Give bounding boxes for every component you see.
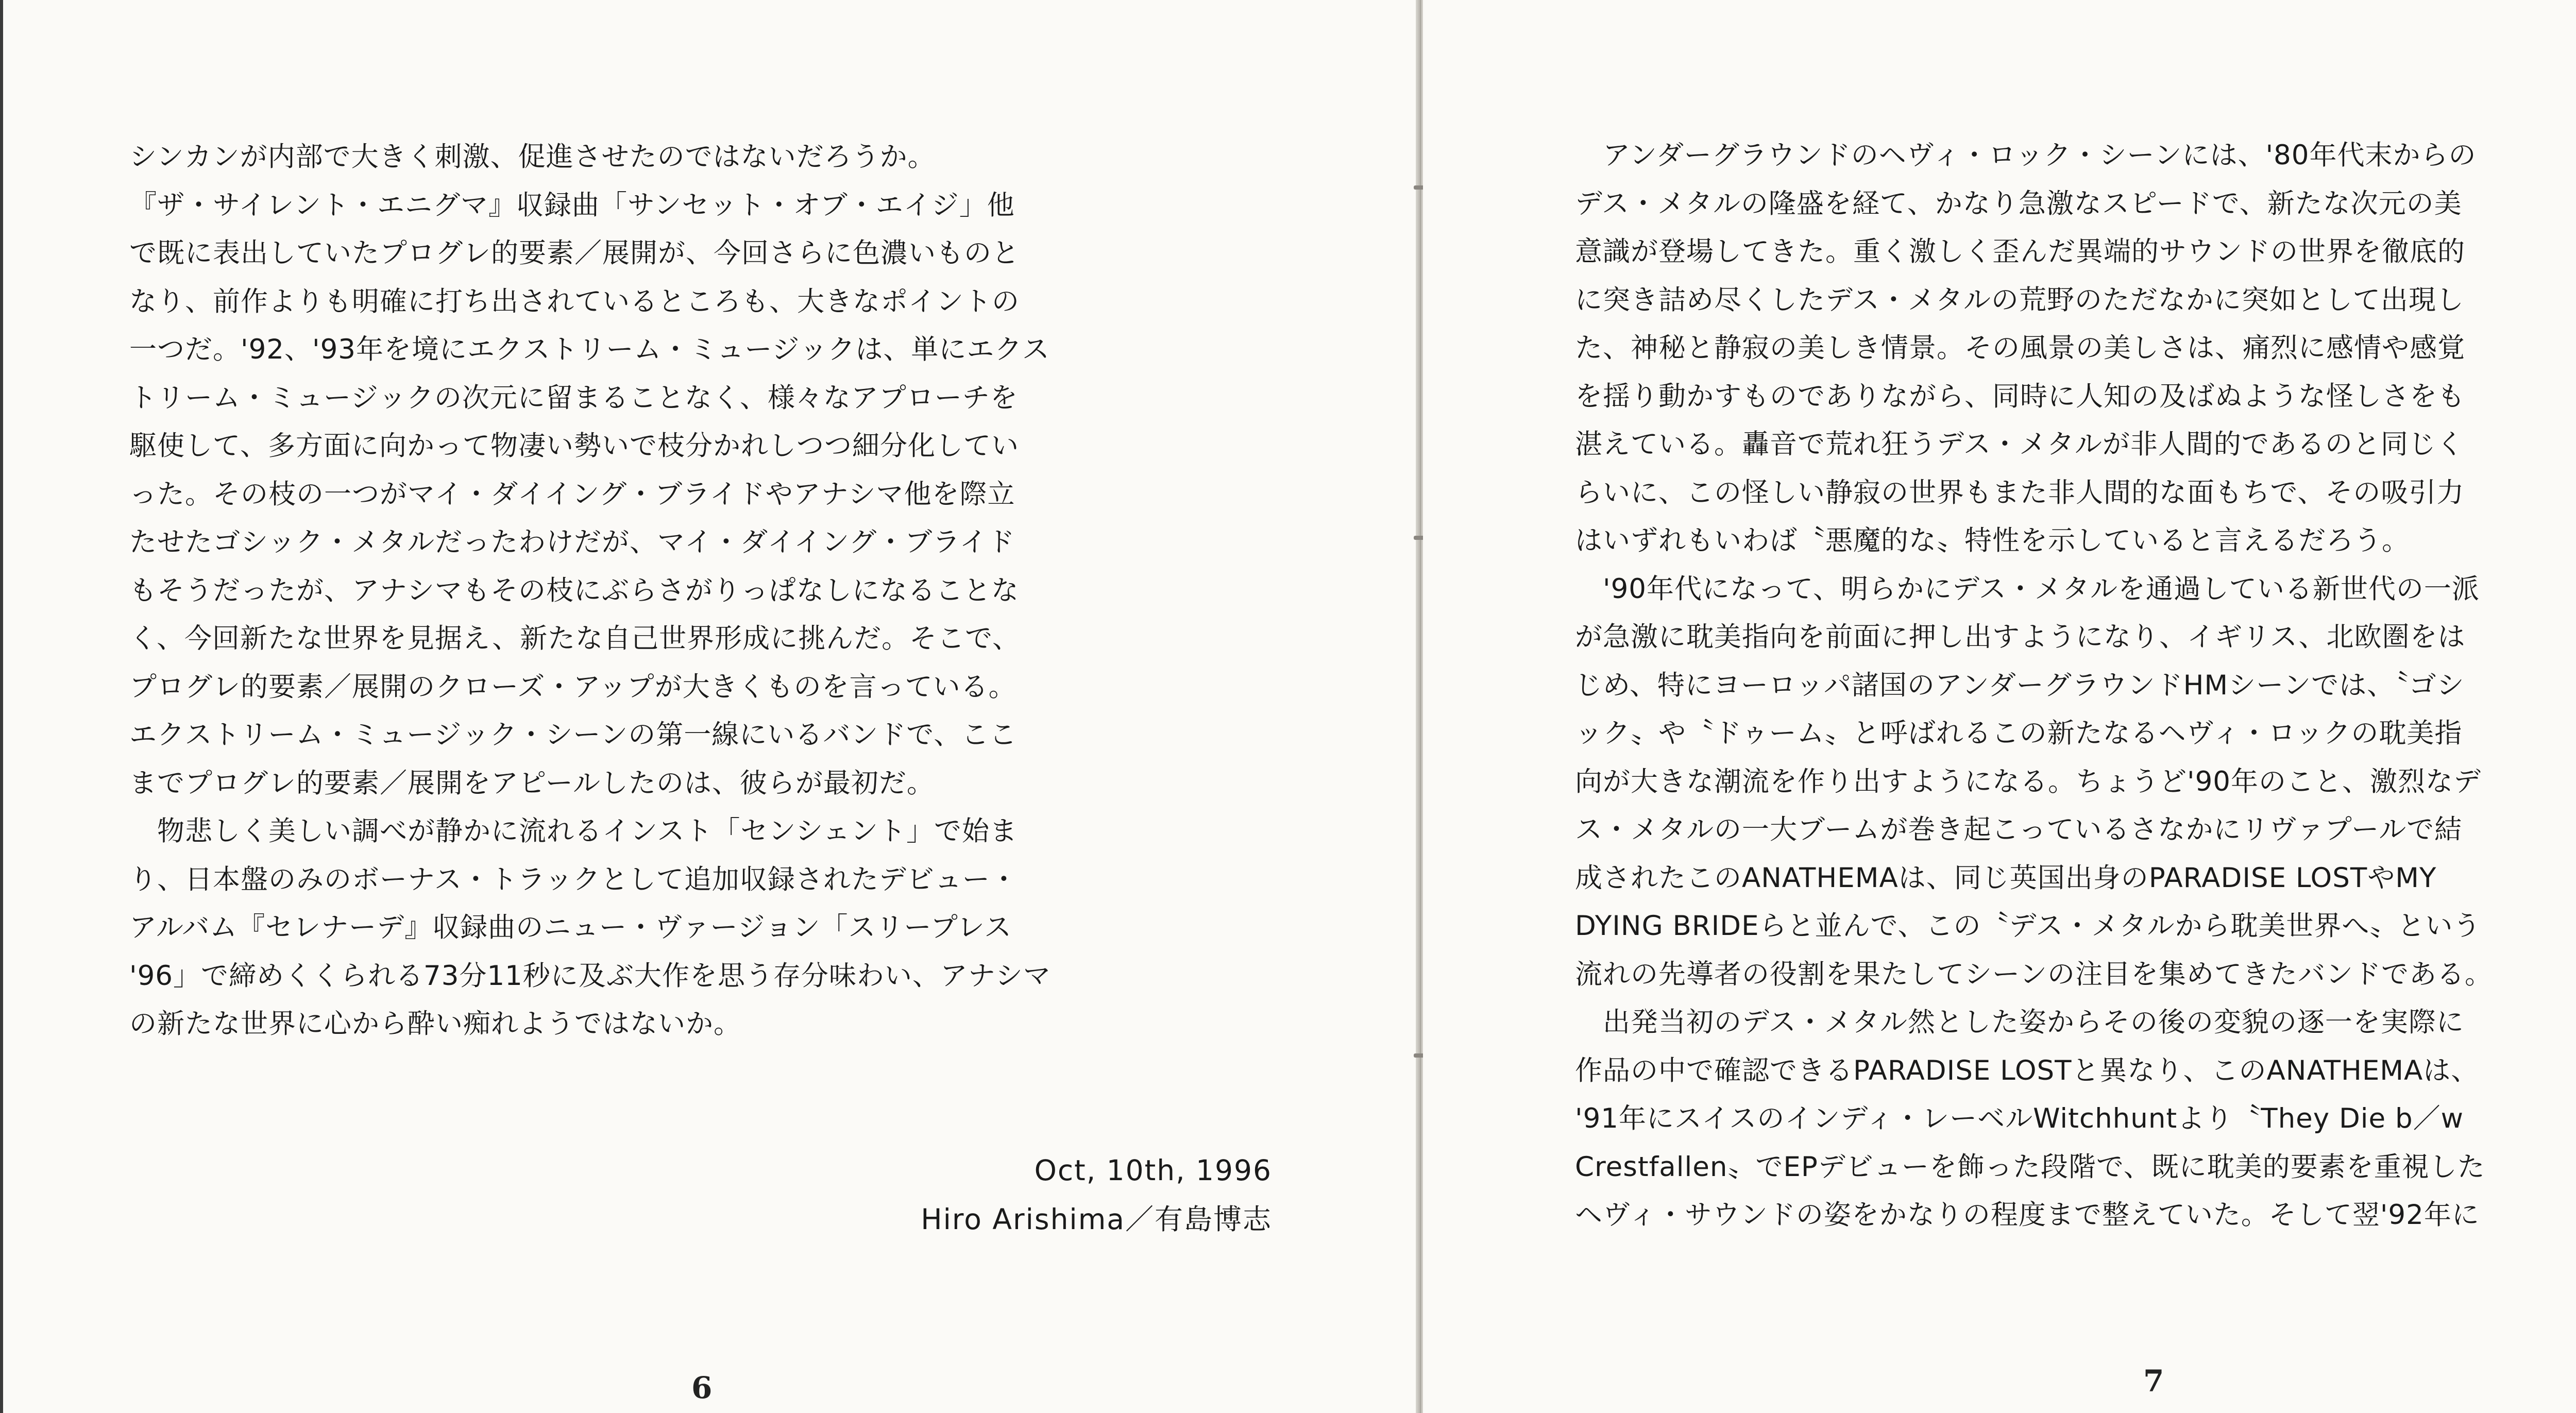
text-line: く、今回新たな世界を見据え、新たな自己世界形成に挑んだ。そこで、 [129,623,1021,654]
text-line: 『ザ・サイレント・エニグマ』収録曲「サンセット・オブ・エイジ」他 [129,189,1015,221]
text-line: ック〟や〝ドゥーム〟と呼ばれるこの新たなるヘヴィ・ロックの耽美指 [1575,718,2463,749]
text-line: プログレ的要素／展開のクローズ・アップが大きくものを言っている。 [129,671,1016,703]
text-line: '96」で締めくくられる73分11秒に及ぶ大作を思う存分味わい、アナシマ [129,960,1051,992]
text-line: たせたゴシック・メタルだったわけだが、マイ・ダイイング・ブライド [129,526,1015,558]
text-line: Crestfallen〟でEPデビューを飾った段階で、既に耽美的要素を重視した [1575,1151,2485,1183]
signature-date: Oct, 10th, 1996 [1034,1154,1272,1187]
text-line: はいずれもいわば〝悪魔的な〟特性を示していると言えるだろう。 [1575,525,2410,556]
author-signature [921,1146,1272,1244]
right-page-text [1575,131,2493,1239]
text-line: 作品の中で確認できるPARADISE LOSTと異なり、このANATHEMAは、 [1575,1054,2479,1086]
text-line: り、日本盤のみのボーナス・トラックとして追加収録されたデビュー・ [129,863,1018,895]
text-line: 物悲しく美しい調べが静かに流れるインスト「センシェント」で始ま [129,815,1018,847]
signature-name: Hiro Arishima／有島博志 [921,1203,1272,1236]
text-line: ス・メタルの一大ブームが巻き起こっているさなかにリヴァプールで結 [1575,814,2463,845]
text-line: た、神秘と静寂の美しき情景。その風景の美しさは、痛烈に感情や感覚 [1575,332,2465,364]
page-number-left: 6 [691,1370,713,1405]
left-page-text [129,133,1051,1048]
text-line: じめ、特にヨーロッパ諸国のアンダーグラウンドHMシーンでは、〝ゴシ [1575,669,2465,701]
text-line: '91年にスイスのインディ・レーベルWitchhuntより〝They Die b／w [1575,1103,2464,1134]
text-line: に突き詰め尽くしたデス・メタルの荒野のただなかに突如として出現し [1575,284,2464,316]
text-line: った。その枝の一つがマイ・ダイイング・ブライドやアナシマ他を際立 [129,478,1015,510]
text-line: なり、前作よりも明確に打ち出されているところも、大きなポイントの [129,285,1020,317]
text-line: 意識が登場してきた。重く激しく歪んだ異端的サウンドの世界を徹底的 [1575,236,2465,267]
text-line: 向が大きな潮流を作り出すようになる。ちょうど'90年のこと、激烈なデ [1575,765,2482,797]
text-line: エクストリーム・ミュージック・シーンの第一線にいるバンドで、ここ [129,719,1018,751]
text-line: らいに、この怪しい静寂の世界もまた非人間的な面もちで、その吸引力 [1575,476,2465,508]
text-line: の新たな世界に心から酔い痴れようではないか。 [129,1008,741,1040]
text-line: 一つだ。'92、'93年を境にエクストリーム・ミュージックは、単にエクス [129,334,1050,365]
page-number-right: 7 [2143,1364,2164,1399]
text-line: で既に表出していたプログレ的要素／展開が、今回さらに色濃いものと [129,237,1020,269]
text-line: 駆使して、多方面に向かって物凄い勢いで枝分かれしつつ細分化してい [129,430,1019,462]
text-line: デス・メタルの隆盛を経て、かなり急激なスピードで、新たな次元の美 [1575,188,2462,219]
text-line: までプログレ的要素／展開をアピールしたのは、彼らが最初だ。 [129,767,935,799]
text-line: 湛えている。轟音で荒れ狂うデス・メタルが非人間的であるのと同じく [1575,429,2464,460]
text-line: アルバム『セレナーデ』収録曲のニュー・ヴァージョン「スリープレス [129,912,1012,943]
text-line: '90年代になって、明らかにデス・メタルを通過している新世代の一派 [1575,573,2480,605]
text-line: 流れの先導者の役割を果たしてシーンの注目を集めてきたバンドである。 [1575,958,2493,990]
right-page [1423,0,2576,1413]
text-line: シンカンが内部で大きく刺激、促進させたのではないだろうか。 [129,141,936,173]
text-line: アンダーグラウンドのヘヴィ・ロック・シーンには、'80年代末からの [1575,140,2477,171]
text-line: が急激に耽美指向を前面に押し出すようになり、イギリス、北欧圏をは [1575,621,2466,653]
text-line: 出発当初のデス・メタル然とした姿からその後の変貌の逐一を実際に [1575,1007,2464,1038]
text-line: 成されたこのANATHEMAは、同じ英国出身のPARADISE LOSTやMY [1575,862,2437,894]
text-line: DYING BRIDEらと並んで、この〝デス・メタルから耽美世界へ〟という [1575,910,2481,942]
text-line: ヘヴィ・サウンドの姿をかなりの程度まで整えていた。そして翌'92年に [1575,1199,2480,1231]
text-line: を揺り動かすものでありながら、同時に人知の及ばぬような怪しさをも [1575,380,2465,412]
text-line: もそうだったが、アナシマもその枝にぶらさがりっぱなしになることな [129,574,1019,606]
text-line: トリーム・ミュージックの次元に留まることなく、様々なアプローチを [129,382,1018,414]
